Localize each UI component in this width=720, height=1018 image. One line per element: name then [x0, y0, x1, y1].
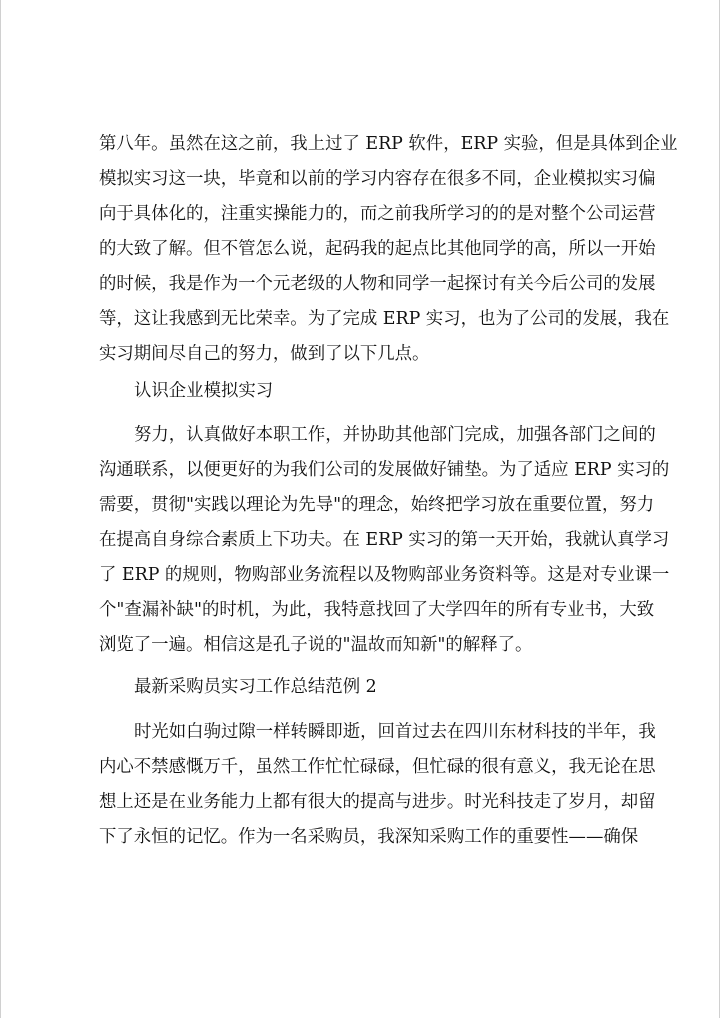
paragraph-line: 实习期间尽自己的努力，做到了以下几点。: [99, 344, 430, 364]
paragraph-line: 了 ERP 的规则，物购部业务流程以及物购部业务资料等。这是对专业课一: [99, 565, 670, 585]
section-heading: 认识企业模拟实习: [134, 381, 274, 401]
paragraph-line: 在提高自身综合素质上下功夫。在 ERP 实习的第一天开始，我就认真学习: [99, 530, 670, 550]
paragraph-line: 个"查漏补缺"的时机，为此，我特意找回了大学四年的所有专业书，大致: [99, 600, 655, 620]
paragraph-line: 向于具体化的，注重实操能力的，而之前我所学习的的是对整个公司运营: [99, 204, 656, 224]
paragraph-line: 的大致了解。但不管怎么说，起码我的起点比其他同学的高，所以一开始: [99, 239, 656, 259]
section-heading: 最新采购员实习工作总结范例 2: [134, 677, 377, 697]
paragraph-line: 沟通联系，以便更好的为我们公司的发展做好铺垫。为了适应 ERP 实习的: [99, 460, 670, 480]
paragraph-line: 的时候，我是作为一个元老级的人物和同学一起探讨有关今后公司的发展: [99, 274, 656, 294]
paragraph-line: 模拟实习这一块，毕竟和以前的学习内容存在很多不同，企业模拟实习偏: [99, 169, 656, 189]
paragraph-line: 需要，贯彻"实践以理论为先导"的理念，始终把学习放在重要位置，努力: [99, 495, 655, 515]
paragraph-line: 下了永恒的记忆。作为一名采购员，我深知采购工作的重要性——确保: [99, 827, 639, 847]
paragraph-line: 内心不禁感慨万千，虽然工作忙忙碌碌，但忙碌的很有意义，我无论在思: [99, 757, 656, 777]
paragraph-line: 想上还是在业务能力上都有很大的提高与进步。时光科技走了岁月，却留: [99, 792, 656, 812]
paragraph-line: 浏览了一遍。相信这是孔子说的"温故而知新"的解释了。: [99, 635, 533, 655]
paragraph-line: 努力，认真做好本职工作，并协助其他部门完成，加强各部门之间的: [134, 425, 656, 445]
paragraph-line: 第八年。虽然在这之前，我上过了 ERP 软件，ERP 实验，但是具体到企业: [99, 134, 678, 154]
paragraph-line: 时光如白驹过隙一样转瞬即逝，回首过去在四川东材科技的半年，我: [134, 722, 656, 742]
paragraph-line: 等，这让我感到无比荣幸。为了完成 ERP 实习，也为了公司的发展，我在: [99, 309, 670, 329]
